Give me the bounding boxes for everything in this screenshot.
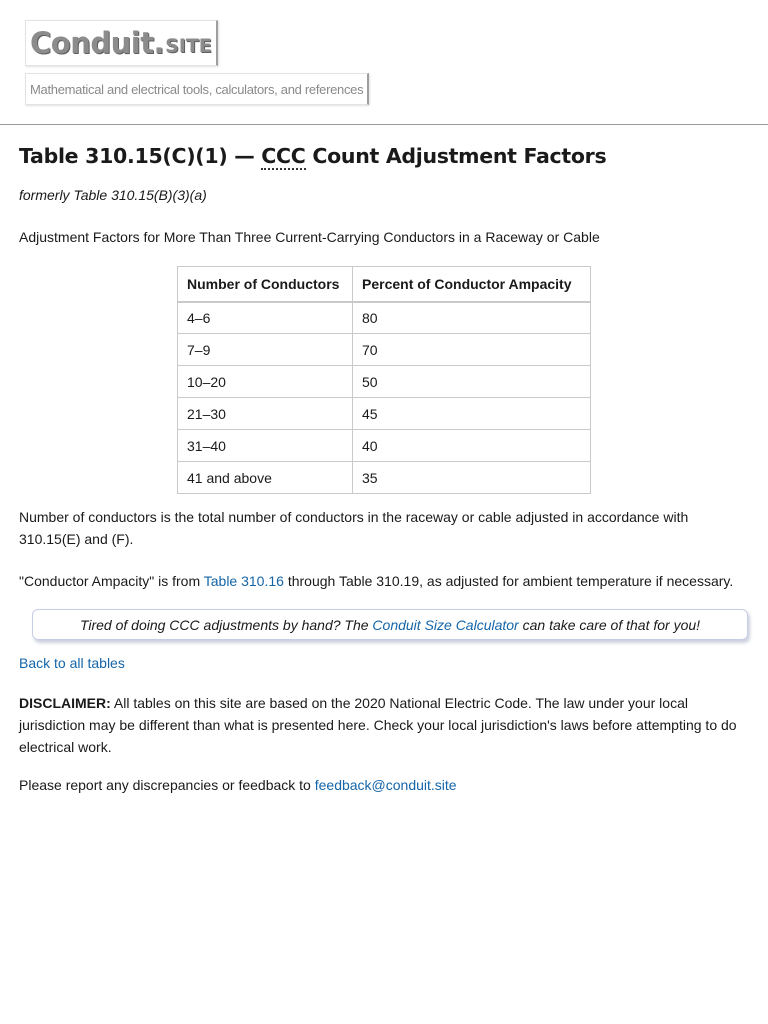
disclaimer-text: All tables on this site are based on the 2020 National Electric Code. The law under your local jurisdiction may be different than what is presented here. Check your local jurisdiction's laws before attempting to do electrical work. <box>19 695 737 755</box>
table-310-16-link[interactable]: Table 310.16 <box>203 573 284 589</box>
conductor-count-cell: 10–20 <box>178 366 353 398</box>
ampacity-note-text-1: "Conductor Ampacity" is from <box>19 573 204 589</box>
header-percent-ampacity: Percent of Conductor Ampacity <box>353 267 591 302</box>
feedback-email-link[interactable]: feedback@conduit.site <box>314 777 457 793</box>
disclaimer <box>19 692 749 758</box>
percent-cell: 80 <box>353 302 591 334</box>
percent-cell: 70 <box>353 334 591 366</box>
calculator-callout <box>32 609 748 640</box>
ampacity-note-text-2: through Table 310.19, as adjusted for ambient temperature if necessary. <box>283 573 734 589</box>
logo-main-text: Conduit. <box>30 26 165 60</box>
table-row <box>178 430 591 462</box>
feedback-text: Please report any discrepancies or feedback to <box>19 777 315 793</box>
conductor-count-cell: 4–6 <box>178 302 353 334</box>
page-title-suffix: Count Adjustment Factors <box>305 144 607 168</box>
table-header-row <box>178 267 591 302</box>
callout-text-2: can take care of that for you! <box>522 616 701 633</box>
percent-cell: 50 <box>353 366 591 398</box>
logo-suffix-text: SITE <box>165 35 212 57</box>
ccc-abbreviation[interactable]: CCC <box>261 144 306 168</box>
formerly-note: formerly Table 310.15(B)(3)(a) <box>19 187 207 203</box>
conductor-count-cell: 31–40 <box>178 430 353 462</box>
feedback-note <box>19 777 749 793</box>
percent-cell: 40 <box>353 430 591 462</box>
conductor-count-cell: 41 and above <box>178 462 353 494</box>
header-number-of-conductors: Number of Conductors <box>178 267 353 302</box>
site-logo[interactable] <box>25 20 218 66</box>
conductor-count-cell: 21–30 <box>178 398 353 430</box>
table-row <box>178 462 591 494</box>
back-to-all-tables-link[interactable]: Back to all tables <box>19 655 125 671</box>
ampacity-note <box>19 570 749 592</box>
table-row <box>178 302 591 334</box>
table-row <box>178 334 591 366</box>
percent-cell: 35 <box>353 462 591 494</box>
conductor-count-note: Number of conductors is the total number of conductors in the raceway or cable adjusted in accordance with 310.15(E) and (F). <box>19 509 689 547</box>
page-title-prefix: Table 310.15(C)(1) — <box>19 144 262 168</box>
callout-text-1: Tired of doing CCC adjustments by hand? The <box>79 616 369 633</box>
site-tagline: Mathematical and electrical tools, calculators, and references <box>25 73 369 105</box>
main-content <box>0 143 768 793</box>
site-header <box>0 0 768 125</box>
table-row <box>178 366 591 398</box>
percent-cell: 45 <box>353 398 591 430</box>
conduit-size-calculator-link[interactable]: Conduit Size Calculator <box>372 616 519 633</box>
disclaimer-label: DISCLAIMER: <box>19 695 111 711</box>
table-subtitle: Adjustment Factors for More Than Three Current-Carrying Conductors in a Raceway or Cable <box>19 229 600 245</box>
page-title <box>19 143 749 169</box>
adjustment-factors-table <box>177 266 591 494</box>
conductor-count-cell: 7–9 <box>178 334 353 366</box>
table-row <box>178 398 591 430</box>
